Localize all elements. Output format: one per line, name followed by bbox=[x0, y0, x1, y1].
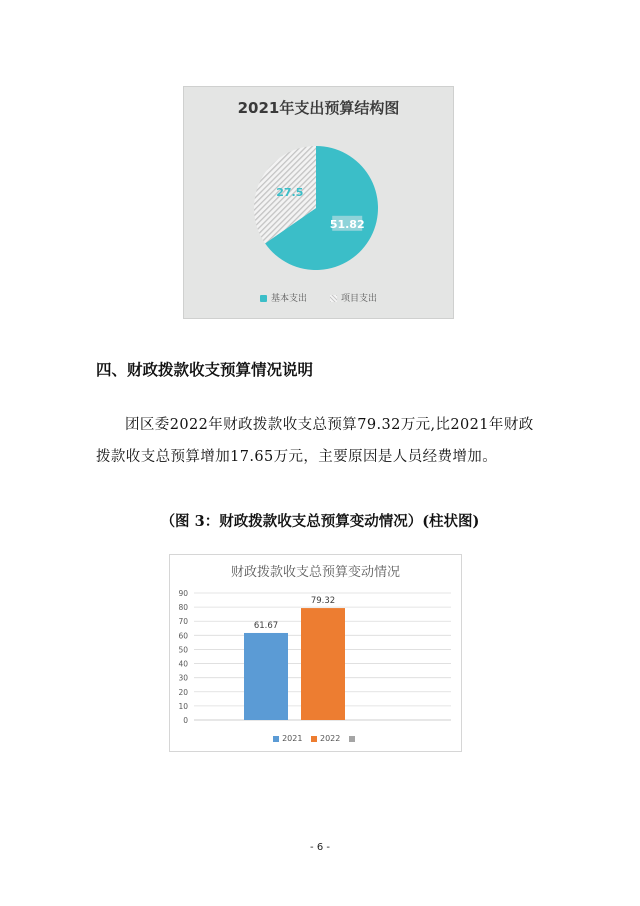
legend-swatch-project bbox=[330, 295, 337, 302]
y-tick-label-1: 10 bbox=[178, 701, 188, 711]
legend-label-basic: 基本支出 bbox=[271, 294, 308, 304]
bar-chart bbox=[170, 555, 461, 751]
bar-2021 bbox=[244, 633, 288, 720]
y-tick-label-5: 50 bbox=[178, 645, 188, 655]
y-tick-label-3: 30 bbox=[178, 673, 188, 683]
pie-label-0: 51.82 bbox=[329, 217, 365, 231]
bar-legend bbox=[170, 734, 461, 743]
y-tick-label-2: 20 bbox=[178, 687, 188, 697]
y-tick-label-0: 0 bbox=[183, 716, 188, 725]
bar-legend-swatch-3 bbox=[349, 736, 355, 742]
bar-legend-item-2022 bbox=[311, 734, 340, 743]
bar-2022 bbox=[301, 608, 345, 720]
y-tick-label-6: 60 bbox=[178, 631, 188, 641]
page-number: - 6 - bbox=[310, 842, 330, 853]
legend-item-basic bbox=[260, 291, 307, 304]
legend-label-project: 项目支出 bbox=[340, 294, 377, 304]
y-tick-label-4: 40 bbox=[178, 659, 188, 669]
pie-label-1: 27.5 bbox=[276, 186, 304, 200]
y-tick-label-8: 80 bbox=[178, 603, 188, 613]
figure-caption: （图 3：财政拨款收支总预算变动情况）(柱状图) bbox=[160, 513, 480, 530]
bar-legend-swatch-2021 bbox=[273, 736, 279, 742]
section-paragraph: 团区委2022年财政拨款收支总预算79.32万元,比2021年财政拨款收支总预算增加17.65万元，主要原因是人员经费增加。 bbox=[96, 417, 534, 465]
bar-chart-panel bbox=[169, 554, 462, 752]
y-tick-label-9: 90 bbox=[178, 589, 188, 598]
bar-legend-label-2022: 2022 bbox=[320, 734, 341, 743]
pie-chart bbox=[184, 87, 453, 318]
bar-legend-swatch-2022 bbox=[311, 736, 317, 742]
bar-value-label-2022: 79.32 bbox=[310, 596, 336, 607]
bar-legend-item-2021 bbox=[273, 734, 302, 743]
bar-legend-item-3 bbox=[349, 734, 358, 743]
bar-legend-label-2021: 2021 bbox=[282, 734, 303, 743]
section-heading: 四、财政拨款收支预算情况说明 bbox=[96, 361, 314, 379]
bar-value-label-2021: 61.67 bbox=[253, 620, 279, 631]
legend-swatch-basic bbox=[260, 295, 267, 302]
legend-item-project bbox=[330, 291, 377, 304]
y-tick-label-7: 70 bbox=[178, 617, 188, 627]
pie-chart-panel bbox=[183, 86, 454, 319]
pie-chart-title: 2021年支出预算结构图 bbox=[237, 99, 400, 117]
pie-legend bbox=[184, 291, 453, 304]
bar-chart-title: 财政拨款收支总预算变动情况 bbox=[230, 565, 400, 580]
